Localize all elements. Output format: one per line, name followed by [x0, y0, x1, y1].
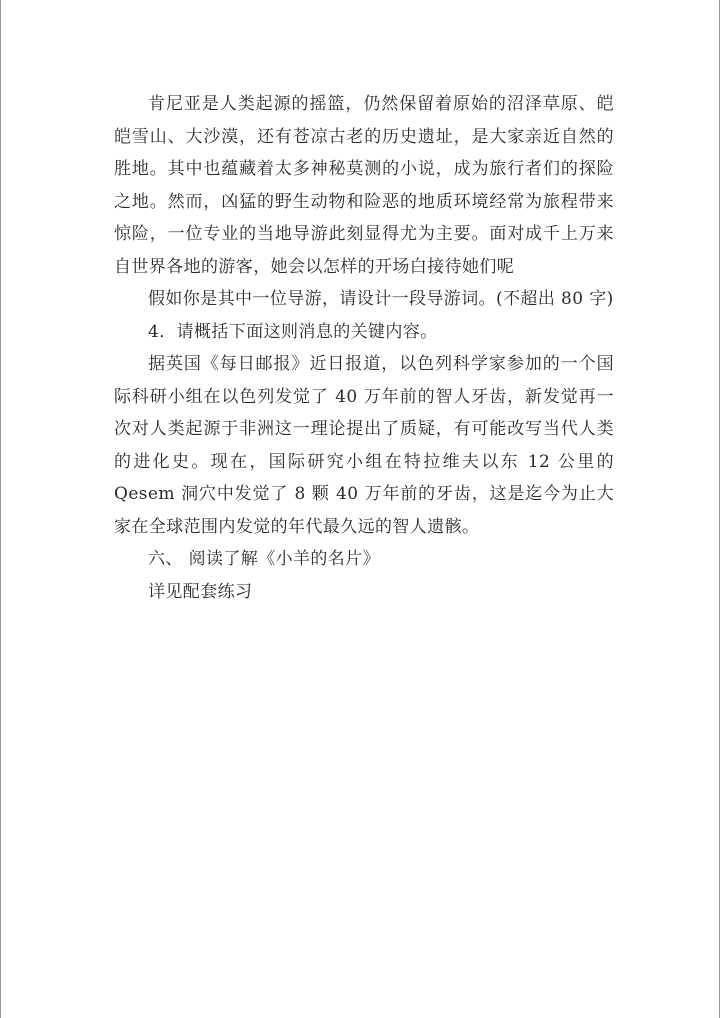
section-6-heading: 六、 阅读了解《小羊的名片》: [148, 549, 381, 569]
see-exercises-line: 详见配套练习: [148, 581, 253, 602]
news-paragraph: 据英国《每日邮报》近日报道，以色列科学家参加的一个国际科研小组在以色列发觉了 40 万年前的智人牙齿，新发觉再一次对人类起源于非洲这一理论提出了质疑，有可能改写当代人类的进化史。现在，国际研究小组在特拉维夫以东 12 公里的 Qesem 洞穴中发觉了 8 颗 40 万年前的牙齿，这是迄今为止大家在全球范围内发觉的年代最久远的智人遗骸。: [114, 354, 614, 537]
document-body: [114, 88, 614, 608]
guide-task-paragraph: 假如你是其中一位导游，请设计一段导游词。(不超出 80 字): [148, 289, 614, 309]
question-4-heading: 4．请概括下面这则消息的关键内容。: [148, 321, 438, 342]
kenya-intro-paragraph: 肯尼亚是人类起源的摇篮，仍然保留着原始的沼泽草原、皑皑雪山、大沙漠，还有苍凉古老的历史遗址，是大家亲近自然的胜地。其中也蕴藏着太多神秘莫测的小说，成为旅行者们的探险之地。然而，凶猛的野生动物和险恶的地质环境经常为旅程带来惊险，一位专业的当地导游此刻显得尤为主要。面对成千上万来自世界各地的游客，她会以怎样的开场白接待她们呢: [114, 94, 614, 277]
